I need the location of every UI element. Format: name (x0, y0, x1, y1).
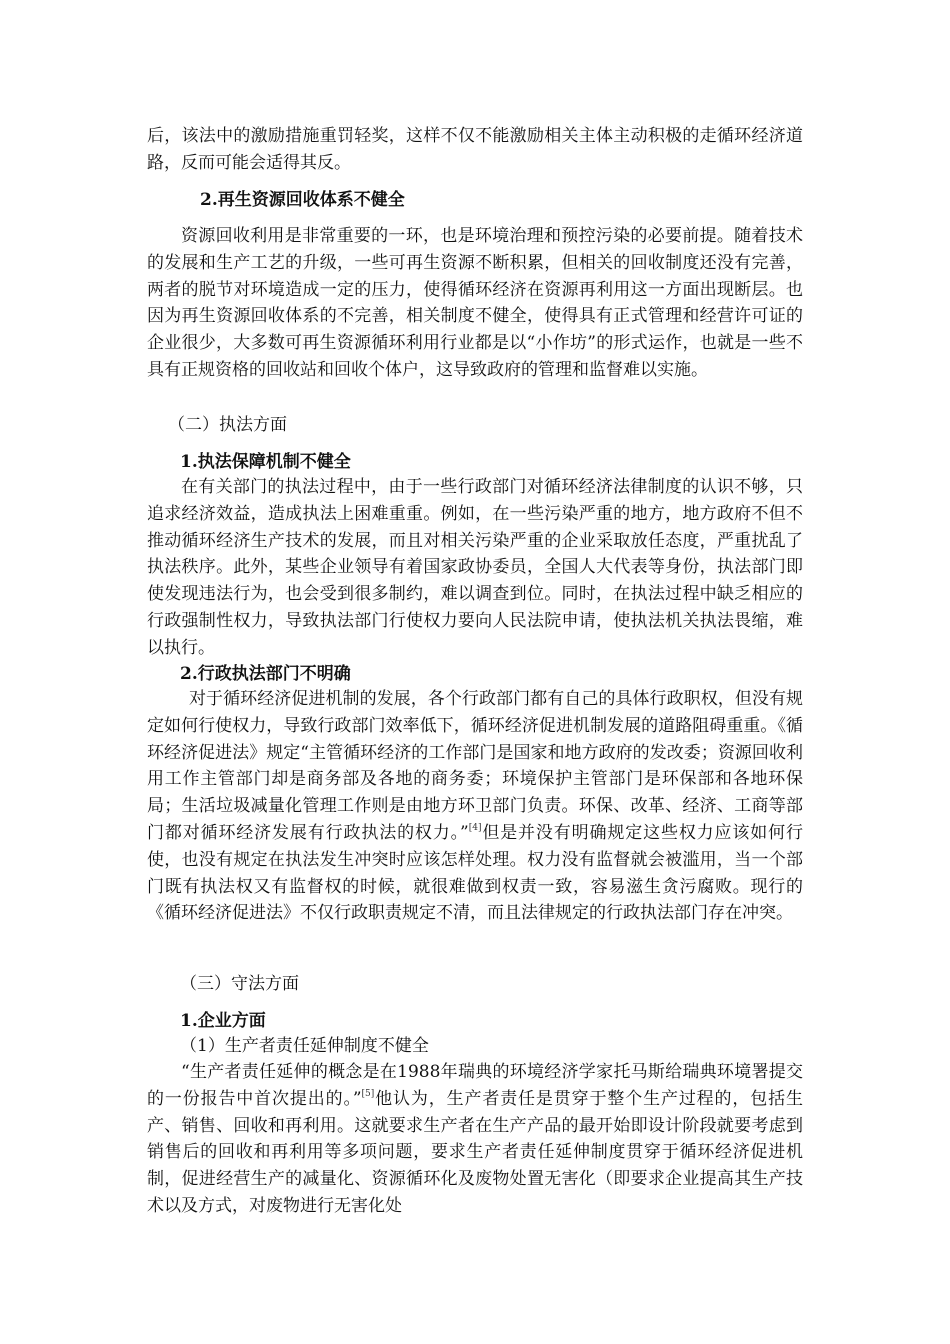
subheading-producer-responsibility: （1）生产者责任延伸制度不健全 (180, 1036, 429, 1056)
paragraph-recycle-system: 资源回收利用是非常重要的一环，也是环境治理和预控污染的必要前提。随着技术的发展和生产工艺的升级，一些可再生资源不断积累，但相关的回收制度还没有完善，两者的脱节对环境造成一定的压力，使得循环经济在资源再利用这一方面出现断层。也因为再生资源回收体系的不完善，相关制度不健全，使得具有正式管理和经营许可证的企业很少，大多数可再生资源循环利用行业都是以“小作坊”的形式运作，也就是一些不具有正规资格的回收站和回收个体户，这导致政府的管理和监督难以实施。 (147, 226, 803, 380)
paragraph-admin-departments: 对于循环经济促进机制的发展，各个行政部门都有自己的具体行政职权，但没有规定如何行使权力，导致行政部门效率低下，循环经济促进机制发展的道路阻碍重重。《循环经济促进法》规定“主管循环经济的工作部门是国家和地方政府的发改委；资源回收利用工作主管部门却是商务部及各地的商务委；环境保护主管部门是环保部和各地环保局；生活垃圾减量化管理工作则是由地方环卫部门负责。环保、改革、经济、工商等部门都对循环经济发展有行政执法的权力。”[4]但是并没有明确规定这些权力应该如何行使，也没有规定在执法发生冲突时应该怎样处理。权力没有监督就会被滥用，当一个部门既有执法权又有监督权的时候，就很难做到权责一致，容易滋生贪污腐败。现行的《循环经济促进法》不仅行政职责规定不清，而且法律规定的行政执法部门存在冲突。 (147, 689, 803, 924)
paragraph-enforcement-guarantee: 在有关部门的执法过程中，由于一些行政部门对循环经济法律制度的认识不够，只追求经济效益，造成执法上困难重重。例如，在一些污染严重的地方，地方政府不但不推动循环经济生产技术的发展，而且对相关污染严重的企业采取放任态度，严重扰乱了执法秩序。此外，某些企业领导有着国家政协委员，全国人大代表等身份，执法部门即使发现违法行为，也会受到很多制约，难以调查到位。同时，在执法过程中缺乏相应的行政强制性权力，导致执法部门行使权力要向人民法院申请，使执法机关执法畏缩，难以执行。 (147, 477, 803, 658)
citation-5: [5] (361, 1088, 375, 1099)
heading-recycle-system: 2.再生资源回收体系不健全 (200, 190, 405, 210)
paragraph-incentive-end: 后，该法中的激励措施重罚轻奖，这样不仅不能激励相关主体主动积极的走循环经济道路，反而可能会适得其反。 (147, 126, 803, 173)
heading-enterprise: 1.企业方面 (180, 1011, 266, 1031)
citation-4: [4] (468, 822, 482, 833)
section-compliance: （三）守法方面 (180, 974, 299, 994)
heading-enforcement-guarantee: 1.执法保障机制不健全 (180, 452, 351, 472)
paragraph-producer-responsibility: “生产者责任延伸的概念是在1988年瑞典的环境经济学家托马斯给瑞典环境署提交的一份报告中首次提出的。”[5]他认为，生产者责任是贯穿于整个生产过程的，包括生产、销售、回收和再利用。这就要求生产者在生产产品的最开始即设计阶段就要考虑到销售后的回收和再利用等多项问题，要求生产者责任延伸制度贯穿于循环经济促进机制，促进经营生产的减量化、资源循环化及废物处置无害化（即要求企业提高其生产技术以及方式，对废物进行无害化处 (147, 1062, 803, 1216)
heading-admin-departments: 2.行政执法部门不明确 (180, 664, 351, 684)
section-enforcement: （二）执法方面 (168, 415, 287, 435)
